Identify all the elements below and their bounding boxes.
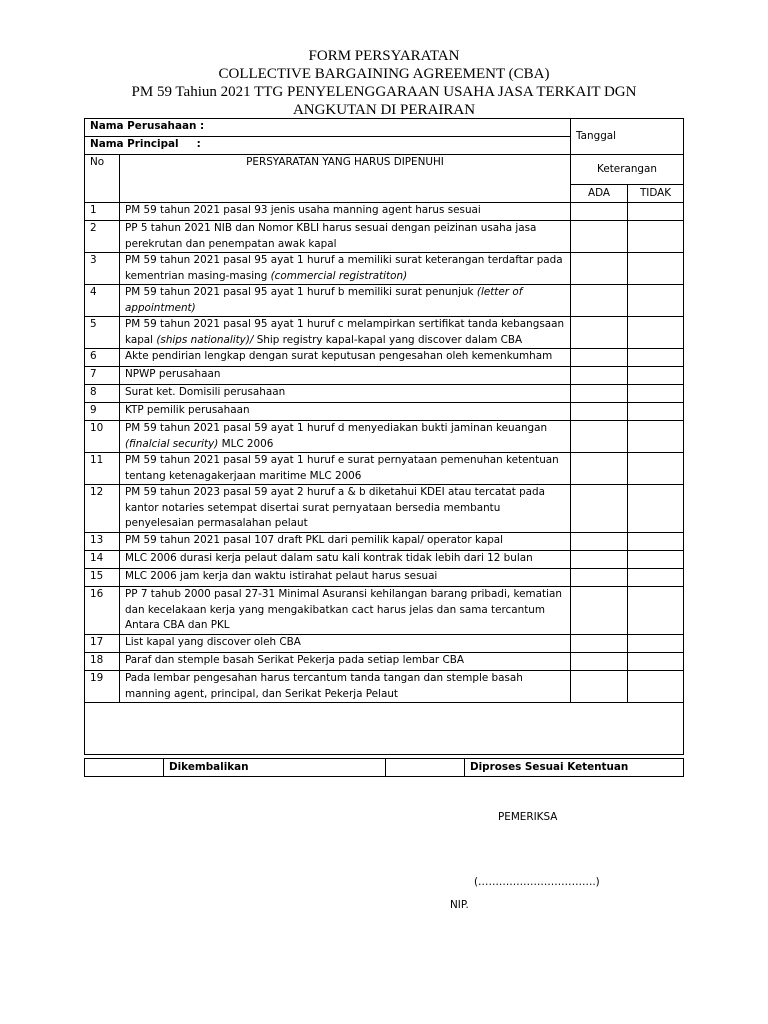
requirement-text-part: PM 59 tahun 2021 pasal 59 ayat 1 huruf e surat pernyataan pemenuhan ketentuan tentang ketenagakerjaan maritime MLC 2006	[125, 454, 559, 482]
yes-column-header: ADA	[571, 185, 628, 203]
blank-notes-area[interactable]	[85, 703, 684, 755]
requirement-text-part: Ship registry kapal-kapal yang discover dalam CBA	[253, 333, 523, 346]
requirement-number: 18	[85, 653, 120, 671]
no-checkbox-cell[interactable]	[628, 421, 684, 453]
blank-notes-row	[85, 703, 684, 755]
requirement-number: 8	[85, 385, 120, 403]
no-checkbox-cell[interactable]	[628, 285, 684, 317]
requirements-table	[84, 118, 684, 755]
examiner-name-placeholder[interactable]: (…………………………….)	[474, 876, 600, 888]
requirement-number: 10	[85, 421, 120, 453]
title-line-3: PM 59 Tahiun 2021 TTG PENYELENGGARAAN USAHA JASA TERKAIT DGN	[131, 84, 637, 100]
yes-checkbox-cell[interactable]	[571, 533, 628, 551]
requirement-row	[85, 221, 684, 253]
requirement-text-part: KTP pemilik perusahaan	[125, 404, 250, 416]
requirements-column-header: PERSYARATAN YANG HARUS DIPENUHI	[120, 155, 571, 203]
yes-checkbox-cell[interactable]	[571, 385, 628, 403]
no-checkbox-cell[interactable]	[628, 203, 684, 221]
yes-checkbox-cell[interactable]	[571, 653, 628, 671]
yes-checkbox-cell[interactable]	[571, 671, 628, 703]
requirement-number: 7	[85, 367, 120, 385]
requirement-text	[120, 551, 571, 569]
requirement-text	[120, 671, 571, 703]
requirement-row	[85, 349, 684, 367]
requirement-text	[120, 587, 571, 635]
requirement-row	[85, 317, 684, 349]
requirement-row	[85, 485, 684, 533]
requirement-text-part: PM 59 tahun 2021 pasal 107 draft PKL dari pemilik kapal/ operator kapal	[125, 534, 504, 546]
requirement-number: 19	[85, 671, 120, 703]
requirement-text	[120, 635, 571, 653]
requirement-text-part: PM 59 tahun 2021 pasal 95 ayat 1 huruf a memiliki surat keterangan terdaftar pada kementrian masing-masing	[125, 254, 563, 282]
no-checkbox-cell[interactable]	[628, 551, 684, 569]
principal-name-field[interactable]: Nama Principal :	[85, 137, 571, 155]
requirement-text-part: Akte pendirian lengkap dengan surat keputusan pengesahan oleh kemenkumham	[125, 350, 553, 362]
title-line-4: ANGKUTAN DI PERAIRAN	[292, 102, 476, 118]
number-column-header: No	[85, 155, 120, 203]
no-checkbox-cell[interactable]	[628, 671, 684, 703]
no-checkbox-cell[interactable]	[628, 221, 684, 253]
title-line-1: FORM PERSYARATAN	[308, 48, 460, 64]
requirement-row	[85, 587, 684, 635]
company-name-field[interactable]: Nama Perusahaan :	[85, 119, 571, 137]
requirement-number: 6	[85, 349, 120, 367]
requirement-number: 1	[85, 203, 120, 221]
requirement-row	[85, 203, 684, 221]
decision-empty-cell	[85, 759, 164, 777]
notes-column-header: Keterangan	[571, 155, 684, 185]
yes-checkbox-cell[interactable]	[571, 551, 628, 569]
form-title	[0, 47, 768, 119]
yes-checkbox-cell[interactable]	[571, 403, 628, 421]
title-line-2: COLLECTIVE BARGAINING AGREEMENT (CBA)	[218, 66, 550, 82]
processed-option[interactable]: Diproses Sesuai Ketentuan	[465, 759, 684, 777]
requirement-text	[120, 485, 571, 533]
yes-checkbox-cell[interactable]	[571, 367, 628, 385]
requirement-number: 15	[85, 569, 120, 587]
no-checkbox-cell[interactable]	[628, 453, 684, 485]
requirement-text-italic: (commercial registratiton)	[270, 269, 408, 282]
requirement-text-part: PP 7 tahub 2000 pasal 27-31 Minimal Asuransi kehilangan barang pribadi, kematian dan kecelakaan kerja yang mengakibatkan cact harus jelas dan sama tercantum Antara CBA dan PKL	[125, 588, 562, 631]
requirement-text-part: PP 5 tahun 2021 NIB dan Nomor KBLI harus sesuai dengan peizinan usaha jasa perekrutan dan penempatan awak kapal	[125, 222, 537, 250]
requirement-text-part: NPWP perusahaan	[125, 368, 221, 380]
requirement-number: 2	[85, 221, 120, 253]
requirement-number: 17	[85, 635, 120, 653]
yes-checkbox-cell[interactable]	[571, 421, 628, 453]
requirement-number: 5	[85, 317, 120, 349]
no-checkbox-cell[interactable]	[628, 485, 684, 533]
requirement-row	[85, 671, 684, 703]
requirement-text	[120, 453, 571, 485]
yes-checkbox-cell[interactable]	[571, 285, 628, 317]
requirement-row	[85, 367, 684, 385]
returned-option[interactable]: Dikembalikan	[164, 759, 386, 777]
requirement-text	[120, 349, 571, 367]
requirement-number: 4	[85, 285, 120, 317]
examiner-label: PEMERIKSA	[498, 811, 558, 823]
requirement-text-italic: (letter of appointment)	[125, 286, 523, 314]
requirement-row	[85, 653, 684, 671]
requirement-text	[120, 385, 571, 403]
no-column-header: TIDAK	[628, 185, 684, 203]
requirement-text	[120, 203, 571, 221]
requirement-row	[85, 551, 684, 569]
no-checkbox-cell[interactable]	[628, 533, 684, 551]
requirement-text	[120, 533, 571, 551]
no-checkbox-cell[interactable]	[628, 385, 684, 403]
requirement-text	[120, 653, 571, 671]
requirement-text-part: Pada lembar pengesahan harus tercantum tanda tangan dan stemple basah manning agent, principal, dan Serikat Pekerja Pelaut	[125, 672, 523, 700]
yes-checkbox-cell[interactable]	[571, 485, 628, 533]
no-checkbox-cell[interactable]	[628, 349, 684, 367]
requirement-text-part: MLC 2006	[218, 437, 274, 450]
requirement-text-part: PM 59 tahun 2023 pasal 59 ayat 2 huruf a & b diketahui KDEI atau tercatat pada kantor notaries setempat disertai surat pernyataan bersedia membantu penyelesaian permasalahan pelaut	[125, 486, 546, 529]
requirement-number: 9	[85, 403, 120, 421]
requirement-text-italic: (ships nationality)/	[156, 333, 254, 346]
requirement-row	[85, 285, 684, 317]
requirement-text-part: MLC 2006 durasi kerja pelaut dalam satu kali kontrak tidak lebih dari 12 bulan	[125, 552, 533, 564]
yes-checkbox-cell[interactable]	[571, 253, 628, 285]
requirement-text	[120, 403, 571, 421]
requirement-text-part: PM 59 tahun 2021 pasal 59 ayat 1 huruf d menyediakan bukti jaminan keuangan	[125, 422, 548, 434]
requirement-text-part: Paraf dan stemple basah Serikat Pekerja pada setiap lembar CBA	[125, 654, 465, 666]
yes-checkbox-cell[interactable]	[571, 635, 628, 653]
requirement-row	[85, 385, 684, 403]
no-checkbox-cell[interactable]	[628, 403, 684, 421]
requirement-text	[120, 221, 571, 253]
no-checkbox-cell[interactable]	[628, 253, 684, 285]
requirement-text	[120, 421, 571, 453]
yes-checkbox-cell[interactable]	[571, 349, 628, 367]
yes-checkbox-cell[interactable]	[571, 569, 628, 587]
no-checkbox-cell[interactable]	[628, 635, 684, 653]
requirement-text-part: PM 59 tahun 2021 pasal 95 ayat 1 huruf c melampirkan sertifikat tanda kebangsaan kapal	[125, 318, 565, 346]
no-checkbox-cell[interactable]	[628, 317, 684, 349]
requirement-row	[85, 533, 684, 551]
requirement-number: 16	[85, 587, 120, 635]
requirement-text	[120, 253, 571, 285]
requirement-text-part: PM 59 tahun 2021 pasal 93 jenis usaha manning agent harus sesuai	[125, 204, 481, 216]
requirement-text-part: MLC 2006 jam kerja dan waktu istirahat pelaut harus sesuai	[125, 570, 438, 582]
requirement-text-part: Surat ket. Domisili perusahaan	[125, 386, 286, 398]
yes-checkbox-cell[interactable]	[571, 453, 628, 485]
requirement-text	[120, 569, 571, 587]
requirement-number: 11	[85, 453, 120, 485]
decision-table	[84, 758, 684, 777]
yes-checkbox-cell[interactable]	[571, 221, 628, 253]
date-field[interactable]: Tanggal	[571, 119, 684, 155]
no-checkbox-cell[interactable]	[628, 367, 684, 385]
requirement-row	[85, 635, 684, 653]
requirement-number: 14	[85, 551, 120, 569]
no-checkbox-cell[interactable]	[628, 587, 684, 635]
yes-checkbox-cell[interactable]	[571, 317, 628, 349]
requirement-text-part: PM 59 tahun 2021 pasal 95 ayat 1 huruf b memiliki surat penunjuk	[125, 286, 477, 298]
no-checkbox-cell[interactable]	[628, 653, 684, 671]
requirement-text-italic: (finalcial security)	[125, 437, 219, 450]
requirement-row	[85, 569, 684, 587]
decision-empty-cell	[386, 759, 465, 777]
yes-checkbox-cell[interactable]	[571, 587, 628, 635]
nip-label: NIP.	[450, 899, 469, 911]
requirement-text-part: List kapal yang discover oleh CBA	[125, 636, 301, 648]
requirement-text	[120, 285, 571, 317]
requirement-row	[85, 253, 684, 285]
requirement-row	[85, 421, 684, 453]
requirement-number: 13	[85, 533, 120, 551]
yes-checkbox-cell[interactable]	[571, 203, 628, 221]
requirement-number: 3	[85, 253, 120, 285]
no-checkbox-cell[interactable]	[628, 569, 684, 587]
requirement-text	[120, 317, 571, 349]
requirement-row	[85, 453, 684, 485]
requirement-row	[85, 403, 684, 421]
requirement-number: 12	[85, 485, 120, 533]
requirement-text	[120, 367, 571, 385]
